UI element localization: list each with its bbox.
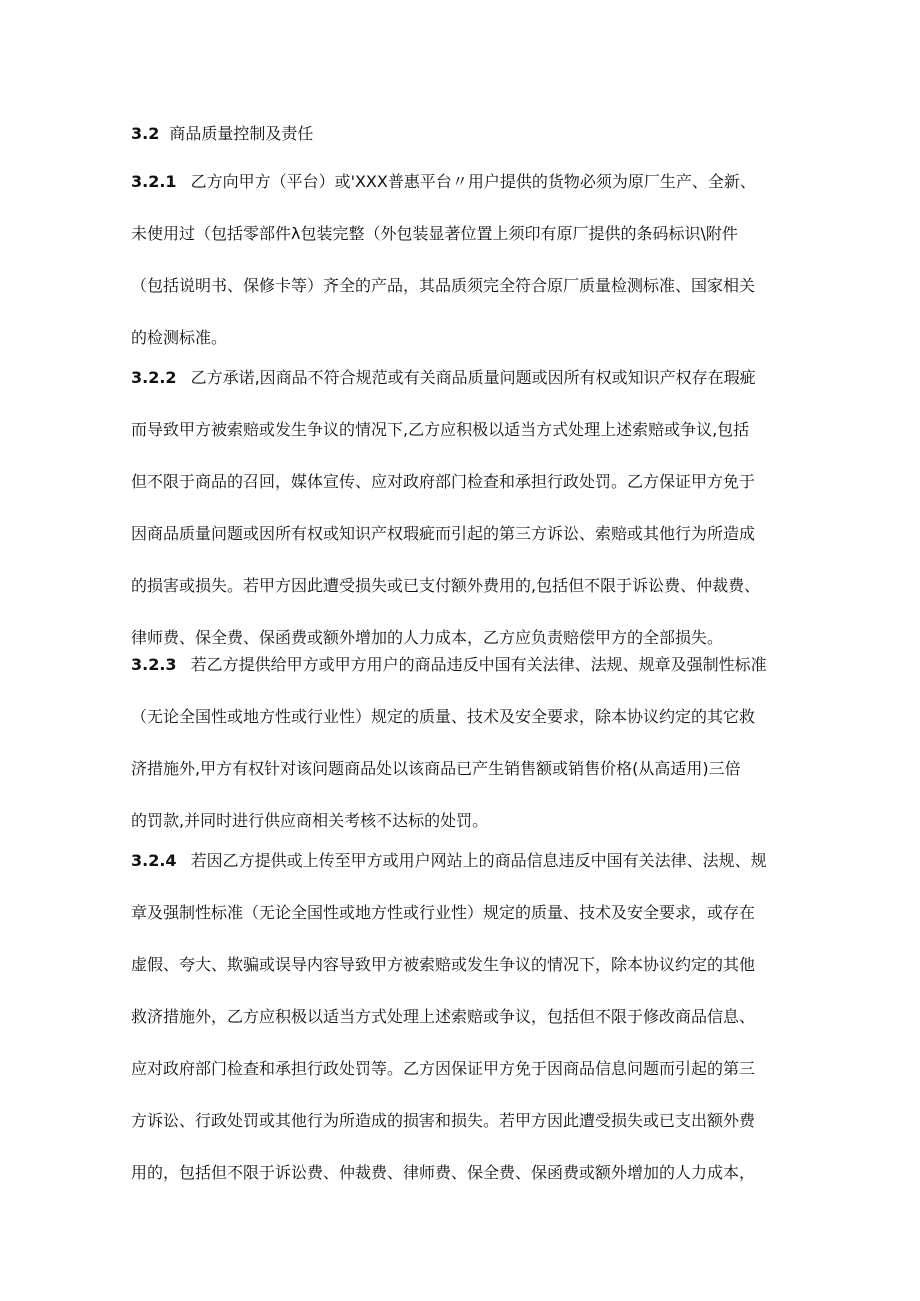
clause-text: 若乙方提供给甲方或甲方用户的商品违反中国有关法律、法规、规章及强制性标准 (190, 655, 767, 674)
clause-line: 因商品质量问题或因所有权或知识产权瑕疵而引起的第三方诉讼、索赔或其他行为所造成 (131, 524, 756, 543)
clause-line: 用的，包括但不限于诉讼费、仲裁费、律师费、保全费、保函费或额外增加的人力成本， (131, 1163, 756, 1182)
clause-line: 但不限于商品的召回，媒体宣传、应对政府部门检查和承担行政处罚。乙方保证甲方免于 (131, 472, 756, 491)
clause-line: 律师费、保全费、保函费或额外增加的人力成本，乙方应负责赔偿甲方的全部损失。 (131, 628, 724, 647)
clause-line (131, 170, 801, 222)
clause-3-2-1 (131, 170, 801, 378)
clause-text: 乙方承诺,因商品不符合规范或有关商品质量问题或因所有权或知识产权存在瑕疵 (190, 368, 756, 387)
clause-number: 3.2.1 (131, 172, 177, 191)
clause-line (131, 849, 801, 901)
clause-3-2-4 (131, 849, 801, 1213)
clause-line: （无论全国性或地方性或行业性）规定的质量、技术及安全要求，除本协议约定的其它救 (131, 707, 756, 726)
clause-line: 济措施外,甲方有权针对该问题商品处以该商品已产生销售额或销售价格(从高适用)三倍 (131, 759, 741, 778)
section-title: 商品质量控制及责任 (169, 124, 314, 143)
clause-line: 救济措施外，乙方应积极以适当方式处理上述索赔或争议，包括但不限于修改商品信息、 (131, 1007, 756, 1026)
clause-text: 乙方向甲方（平台）或'XXX普惠平台〃用户提供的货物必须为原厂生产、全新、 (190, 172, 756, 191)
clause-number: 3.2.2 (131, 368, 177, 387)
clause-line: 的检测标准。 (131, 328, 228, 347)
clause-line: 的罚款,并同时进行供应商相关考核不达标的处罚。 (131, 811, 489, 830)
clause-number: 3.2.4 (131, 851, 177, 870)
clause-line: 而导致甲方被索赔或发生争议的情况下,乙方应积极以适当方式处理上述索赔或争议,包括 (131, 420, 750, 439)
clause-line: 虚假、夸大、欺骗或误导内容导致甲方被索赔或发生争议的情况下，除本协议约定的其他 (131, 955, 756, 974)
clause-line (131, 653, 801, 705)
clause-line: 章及强制性标准（无论全国性或地方性或行业性）规定的质量、技术及安全要求，或存在 (131, 903, 756, 922)
clause-line (131, 366, 801, 418)
clause-line: 方诉讼、行政处罚或其他行为所造成的损害和损失。若甲方因此遭受损失或已支出额外费 (131, 1111, 756, 1130)
section-number: 3.2 (131, 124, 160, 143)
clause-line: 的损害或损失。若甲方因此遭受损失或已支付额外费用的,包括但不限于诉讼费、仲裁费、 (131, 576, 761, 595)
clause-text: 若因乙方提供或上传至甲方或用户网站上的商品信息违反中国有关法律、法规、规 (190, 851, 767, 870)
clause-line: 应对政府部门检查和承担行政处罚等。乙方因保证甲方免于因商品信息问题而引起的第三 (131, 1059, 756, 1078)
clause-number: 3.2.3 (131, 655, 177, 674)
clause-3-2-2 (131, 366, 801, 678)
section-heading (131, 122, 313, 146)
clause-line: 未使用过（包括零部件λ包装完整（外包装显著位置上须印有原厂提供的条码标识\附件 (131, 224, 738, 243)
clause-line: （包括说明书、保修卡等）齐全的产品，其品质须完全符合原厂质量检测标准、国家相关 (131, 276, 756, 295)
clause-3-2-3 (131, 653, 801, 861)
